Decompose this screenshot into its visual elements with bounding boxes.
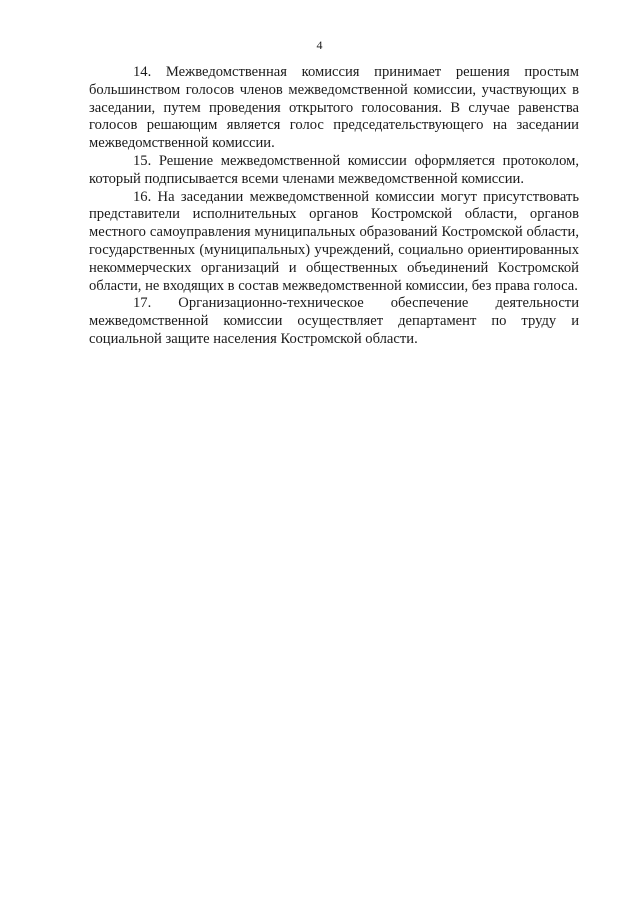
paragraph-16: 16. На заседании межведомственной комиссии могут присутствовать представители исполнительных органов Костромской области, органов местного самоуправления муниципальных образований Костромской области, государственных (муниципальных) учреждений, социально ориентированных некоммерческих организаций и общественных объединений Костромской области, не входящих в состав межведомственной комиссии, без права голоса.: [89, 188, 579, 294]
document-body: [89, 64, 579, 349]
paragraph-15: 15. Решение межведомственной комиссии оформляется протоколом, который подписывается всеми членами межведомственной комиссии.: [89, 152, 579, 187]
page-number: 4: [316, 38, 323, 52]
paragraph-14: 14. Межведомственная комиссия принимает решения простым большинством голосов членов межведомственной комиссии, участвующих в заседании, путем проведения открытого голосования. В случае равенства голосов решающим является голос председательствующего на заседании межведомственной комиссии.: [89, 64, 579, 152]
paragraph-17: 17. Организационно-техническое обеспечение деятельности межведомственной комиссии осуществляет департамент по труду и социальной защите населения Костромской области.: [89, 295, 579, 347]
